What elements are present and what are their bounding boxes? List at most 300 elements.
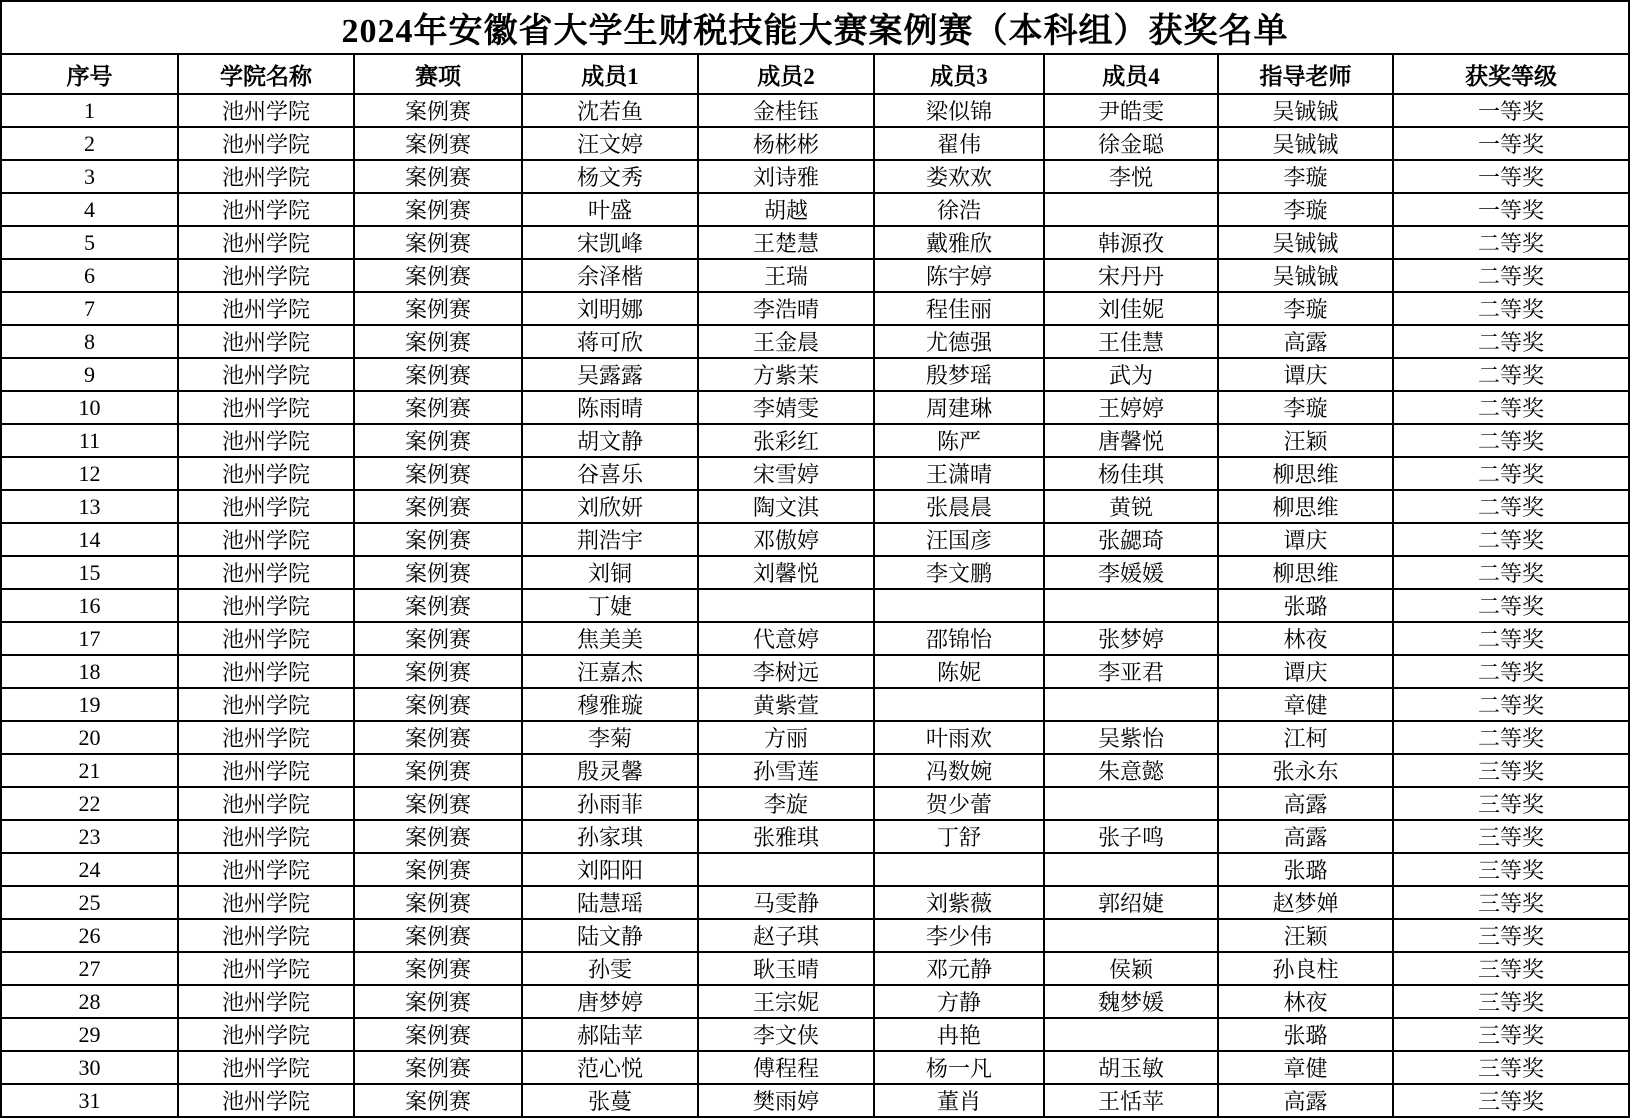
cell-teacher: 张璐 — [1218, 1018, 1393, 1051]
cell-teacher: 赵梦婵 — [1218, 886, 1393, 919]
cell-member2: 张彩红 — [698, 424, 874, 457]
table-row — [1, 589, 1629, 622]
cell-member4 — [1044, 919, 1218, 952]
cell-member2: 杨彬彬 — [698, 127, 874, 160]
cell-teacher: 张璐 — [1218, 853, 1393, 886]
cell-member1: 汪文婷 — [522, 127, 698, 160]
cell-member4: 侯颖 — [1044, 952, 1218, 985]
cell-member2: 王楚慧 — [698, 226, 874, 259]
cell-college: 池州学院 — [178, 325, 354, 358]
table-row — [1, 193, 1629, 226]
table-row — [1, 556, 1629, 589]
cell-member2: 樊雨婷 — [698, 1084, 874, 1117]
cell-award: 二等奖 — [1393, 259, 1629, 292]
cell-award: 三等奖 — [1393, 919, 1629, 952]
cell-no: 24 — [1, 853, 178, 886]
cell-college: 池州学院 — [178, 193, 354, 226]
cell-member4 — [1044, 688, 1218, 721]
cell-member4: 徐金聪 — [1044, 127, 1218, 160]
cell-member4 — [1044, 193, 1218, 226]
cell-member1: 刘欣妍 — [522, 490, 698, 523]
cell-event: 案例赛 — [354, 259, 522, 292]
cell-teacher: 李璇 — [1218, 193, 1393, 226]
cell-event: 案例赛 — [354, 523, 522, 556]
cell-member2: 傅程程 — [698, 1051, 874, 1084]
cell-member4: 宋丹丹 — [1044, 259, 1218, 292]
table-row — [1, 94, 1629, 127]
cell-member1: 李菊 — [522, 721, 698, 754]
cell-member4: 李亚君 — [1044, 655, 1218, 688]
header-row — [1, 54, 1629, 94]
cell-event: 案例赛 — [354, 787, 522, 820]
cell-no: 17 — [1, 622, 178, 655]
cell-member1: 余泽楷 — [522, 259, 698, 292]
cell-award: 三等奖 — [1393, 787, 1629, 820]
table-row — [1, 886, 1629, 919]
cell-member2: 刘馨悦 — [698, 556, 874, 589]
cell-teacher: 李璇 — [1218, 160, 1393, 193]
cell-award: 一等奖 — [1393, 94, 1629, 127]
cell-teacher: 张璐 — [1218, 589, 1393, 622]
cell-college: 池州学院 — [178, 127, 354, 160]
cell-teacher: 孙良柱 — [1218, 952, 1393, 985]
cell-event: 案例赛 — [354, 358, 522, 391]
cell-award: 三等奖 — [1393, 1018, 1629, 1051]
cell-award: 二等奖 — [1393, 424, 1629, 457]
table-row — [1, 226, 1629, 259]
cell-member1: 孙雯 — [522, 952, 698, 985]
cell-member3: 邓元静 — [874, 952, 1044, 985]
cell-teacher: 吴铖铖 — [1218, 259, 1393, 292]
cell-event: 案例赛 — [354, 1084, 522, 1117]
cell-event: 案例赛 — [354, 160, 522, 193]
cell-award: 三等奖 — [1393, 985, 1629, 1018]
cell-member4: 李媛媛 — [1044, 556, 1218, 589]
cell-no: 26 — [1, 919, 178, 952]
cell-no: 23 — [1, 820, 178, 853]
cell-event: 案例赛 — [354, 655, 522, 688]
cell-no: 5 — [1, 226, 178, 259]
cell-college: 池州学院 — [178, 523, 354, 556]
cell-member2: 代意婷 — [698, 622, 874, 655]
cell-member1: 范心悦 — [522, 1051, 698, 1084]
cell-member1: 吴露露 — [522, 358, 698, 391]
cell-event: 案例赛 — [354, 193, 522, 226]
cell-member4 — [1044, 1018, 1218, 1051]
cell-member3: 邵锦怡 — [874, 622, 1044, 655]
cell-no: 2 — [1, 127, 178, 160]
cell-teacher: 江柯 — [1218, 721, 1393, 754]
cell-award: 三等奖 — [1393, 1051, 1629, 1084]
cell-teacher: 高露 — [1218, 325, 1393, 358]
cell-member1: 陆慧瑶 — [522, 886, 698, 919]
cell-event: 案例赛 — [354, 952, 522, 985]
cell-member3: 李少伟 — [874, 919, 1044, 952]
cell-member2: 宋雪婷 — [698, 457, 874, 490]
cell-member3: 董肖 — [874, 1084, 1044, 1117]
cell-member1: 焦美美 — [522, 622, 698, 655]
cell-no: 9 — [1, 358, 178, 391]
cell-college: 池州学院 — [178, 226, 354, 259]
table-row — [1, 622, 1629, 655]
cell-award: 一等奖 — [1393, 193, 1629, 226]
cell-college: 池州学院 — [178, 259, 354, 292]
cell-member3 — [874, 688, 1044, 721]
cell-no: 16 — [1, 589, 178, 622]
cell-award: 二等奖 — [1393, 688, 1629, 721]
cell-teacher: 高露 — [1218, 820, 1393, 853]
cell-member1: 沈若鱼 — [522, 94, 698, 127]
cell-event: 案例赛 — [354, 688, 522, 721]
cell-member4: 胡玉敏 — [1044, 1051, 1218, 1084]
cell-member1: 张蔓 — [522, 1084, 698, 1117]
cell-member1: 殷灵馨 — [522, 754, 698, 787]
cell-no: 1 — [1, 94, 178, 127]
cell-member4: 王婷婷 — [1044, 391, 1218, 424]
table-row — [1, 952, 1629, 985]
cell-member2: 李浩晴 — [698, 292, 874, 325]
cell-award: 二等奖 — [1393, 490, 1629, 523]
cell-teacher: 张永东 — [1218, 754, 1393, 787]
cell-teacher: 高露 — [1218, 1084, 1393, 1117]
cell-event: 案例赛 — [354, 589, 522, 622]
table-row — [1, 358, 1629, 391]
cell-member3: 叶雨欢 — [874, 721, 1044, 754]
cell-teacher: 李璇 — [1218, 391, 1393, 424]
cell-teacher: 汪颖 — [1218, 919, 1393, 952]
table-row — [1, 688, 1629, 721]
cell-no: 18 — [1, 655, 178, 688]
column-header-member4: 成员4 — [1044, 54, 1218, 94]
cell-event: 案例赛 — [354, 820, 522, 853]
cell-no: 3 — [1, 160, 178, 193]
cell-member3: 陈妮 — [874, 655, 1044, 688]
cell-member2: 耿玉晴 — [698, 952, 874, 985]
table-row — [1, 391, 1629, 424]
cell-member1: 谷喜乐 — [522, 457, 698, 490]
cell-no: 11 — [1, 424, 178, 457]
cell-member4: 王佳慧 — [1044, 325, 1218, 358]
cell-member2: 王金晨 — [698, 325, 874, 358]
cell-award: 三等奖 — [1393, 754, 1629, 787]
cell-member1: 荆浩宇 — [522, 523, 698, 556]
cell-award: 二等奖 — [1393, 358, 1629, 391]
cell-no: 14 — [1, 523, 178, 556]
cell-award: 二等奖 — [1393, 457, 1629, 490]
cell-member1: 孙家琪 — [522, 820, 698, 853]
cell-no: 6 — [1, 259, 178, 292]
cell-college: 池州学院 — [178, 391, 354, 424]
cell-member2: 金桂钰 — [698, 94, 874, 127]
cell-member4: 张梦婷 — [1044, 622, 1218, 655]
cell-college: 池州学院 — [178, 424, 354, 457]
cell-no: 21 — [1, 754, 178, 787]
cell-member1: 陈雨晴 — [522, 391, 698, 424]
cell-member3: 王潇晴 — [874, 457, 1044, 490]
cell-teacher: 汪颖 — [1218, 424, 1393, 457]
cell-award: 二等奖 — [1393, 226, 1629, 259]
cell-member3: 杨一凡 — [874, 1051, 1044, 1084]
cell-member1: 宋凯峰 — [522, 226, 698, 259]
cell-college: 池州学院 — [178, 160, 354, 193]
cell-teacher: 吴铖铖 — [1218, 94, 1393, 127]
cell-no: 20 — [1, 721, 178, 754]
cell-member4: 尹皓雯 — [1044, 94, 1218, 127]
cell-member1: 郝陆苹 — [522, 1018, 698, 1051]
table-row — [1, 325, 1629, 358]
column-header-teacher: 指导老师 — [1218, 54, 1393, 94]
cell-member4: 张子鸣 — [1044, 820, 1218, 853]
cell-teacher: 谭庆 — [1218, 358, 1393, 391]
cell-member3: 娄欢欢 — [874, 160, 1044, 193]
cell-award: 二等奖 — [1393, 655, 1629, 688]
cell-member4: 刘佳妮 — [1044, 292, 1218, 325]
column-header-event: 赛项 — [354, 54, 522, 94]
cell-member3: 周建琳 — [874, 391, 1044, 424]
cell-no: 27 — [1, 952, 178, 985]
table-row — [1, 259, 1629, 292]
cell-teacher: 谭庆 — [1218, 655, 1393, 688]
table-row — [1, 655, 1629, 688]
cell-member1: 穆雅璇 — [522, 688, 698, 721]
cell-award: 一等奖 — [1393, 127, 1629, 160]
cell-no: 12 — [1, 457, 178, 490]
table-row — [1, 853, 1629, 886]
cell-member2: 李婧雯 — [698, 391, 874, 424]
cell-teacher: 柳思维 — [1218, 457, 1393, 490]
cell-member4: 吴紫怡 — [1044, 721, 1218, 754]
cell-college: 池州学院 — [178, 688, 354, 721]
cell-college: 池州学院 — [178, 457, 354, 490]
cell-event: 案例赛 — [354, 1018, 522, 1051]
cell-teacher: 柳思维 — [1218, 556, 1393, 589]
cell-member3: 冉艳 — [874, 1018, 1044, 1051]
cell-college: 池州学院 — [178, 94, 354, 127]
cell-event: 案例赛 — [354, 424, 522, 457]
table-row — [1, 1018, 1629, 1051]
cell-event: 案例赛 — [354, 127, 522, 160]
table-row — [1, 457, 1629, 490]
cell-event: 案例赛 — [354, 325, 522, 358]
cell-member3: 汪国彦 — [874, 523, 1044, 556]
cell-college: 池州学院 — [178, 952, 354, 985]
cell-member3: 程佳丽 — [874, 292, 1044, 325]
cell-event: 案例赛 — [354, 754, 522, 787]
cell-college: 池州学院 — [178, 1084, 354, 1117]
cell-college: 池州学院 — [178, 754, 354, 787]
cell-member2: 方紫茉 — [698, 358, 874, 391]
cell-member2: 王瑞 — [698, 259, 874, 292]
cell-member4: 黄锐 — [1044, 490, 1218, 523]
cell-college: 池州学院 — [178, 655, 354, 688]
cell-no: 31 — [1, 1084, 178, 1117]
cell-member4: 王恬苹 — [1044, 1084, 1218, 1117]
cell-member2: 赵子琪 — [698, 919, 874, 952]
table-row — [1, 490, 1629, 523]
cell-college: 池州学院 — [178, 1051, 354, 1084]
cell-member3: 贺少蕾 — [874, 787, 1044, 820]
cell-event: 案例赛 — [354, 457, 522, 490]
cell-member3 — [874, 589, 1044, 622]
table-row — [1, 754, 1629, 787]
cell-member2 — [698, 853, 874, 886]
cell-teacher: 林夜 — [1218, 985, 1393, 1018]
cell-member4: 唐馨悦 — [1044, 424, 1218, 457]
cell-teacher: 吴铖铖 — [1218, 127, 1393, 160]
cell-no: 22 — [1, 787, 178, 820]
cell-member1: 蒋可欣 — [522, 325, 698, 358]
cell-member4: 李悦 — [1044, 160, 1218, 193]
cell-member2: 黄紫萱 — [698, 688, 874, 721]
cell-college: 池州学院 — [178, 1018, 354, 1051]
table-row — [1, 820, 1629, 853]
cell-award: 三等奖 — [1393, 853, 1629, 886]
cell-teacher: 章健 — [1218, 1051, 1393, 1084]
table-row — [1, 1051, 1629, 1084]
cell-college: 池州学院 — [178, 622, 354, 655]
cell-no: 29 — [1, 1018, 178, 1051]
table-row — [1, 127, 1629, 160]
cell-member3: 梁似锦 — [874, 94, 1044, 127]
cell-event: 案例赛 — [354, 490, 522, 523]
cell-member4: 杨佳琪 — [1044, 457, 1218, 490]
cell-member2: 陶文淇 — [698, 490, 874, 523]
table-row — [1, 787, 1629, 820]
cell-college: 池州学院 — [178, 556, 354, 589]
cell-member2: 邓傲婷 — [698, 523, 874, 556]
cell-member3: 冯数婉 — [874, 754, 1044, 787]
cell-no: 4 — [1, 193, 178, 226]
column-header-member2: 成员2 — [698, 54, 874, 94]
cell-no: 30 — [1, 1051, 178, 1084]
cell-member2: 王宗妮 — [698, 985, 874, 1018]
cell-award: 二等奖 — [1393, 292, 1629, 325]
cell-college: 池州学院 — [178, 919, 354, 952]
cell-member1: 刘明娜 — [522, 292, 698, 325]
cell-event: 案例赛 — [354, 886, 522, 919]
cell-event: 案例赛 — [354, 292, 522, 325]
cell-event: 案例赛 — [354, 622, 522, 655]
cell-no: 10 — [1, 391, 178, 424]
table-row — [1, 160, 1629, 193]
cell-member3: 张晨晨 — [874, 490, 1044, 523]
cell-member1: 刘阳阳 — [522, 853, 698, 886]
cell-teacher: 李璇 — [1218, 292, 1393, 325]
cell-member1: 杨文秀 — [522, 160, 698, 193]
table-row — [1, 523, 1629, 556]
column-header-member1: 成员1 — [522, 54, 698, 94]
cell-no: 7 — [1, 292, 178, 325]
cell-member3: 尤德强 — [874, 325, 1044, 358]
cell-no: 8 — [1, 325, 178, 358]
cell-college: 池州学院 — [178, 787, 354, 820]
cell-college: 池州学院 — [178, 985, 354, 1018]
table-row — [1, 1084, 1629, 1117]
cell-member3: 李文鹏 — [874, 556, 1044, 589]
cell-no: 25 — [1, 886, 178, 919]
cell-member3: 戴雅欣 — [874, 226, 1044, 259]
cell-teacher: 章健 — [1218, 688, 1393, 721]
cell-member3: 陈严 — [874, 424, 1044, 457]
cell-award: 二等奖 — [1393, 523, 1629, 556]
cell-member2: 张雅琪 — [698, 820, 874, 853]
table-row — [1, 424, 1629, 457]
cell-no: 28 — [1, 985, 178, 1018]
cell-award: 二等奖 — [1393, 622, 1629, 655]
cell-award: 二等奖 — [1393, 325, 1629, 358]
cell-event: 案例赛 — [354, 391, 522, 424]
cell-member3: 殷梦瑶 — [874, 358, 1044, 391]
cell-member1: 胡文静 — [522, 424, 698, 457]
table-row — [1, 721, 1629, 754]
cell-event: 案例赛 — [354, 1051, 522, 1084]
page-title: 2024年安徽省大学生财税技能大赛案例赛（本科组）获奖名单 — [1, 1, 1629, 54]
table-row — [1, 919, 1629, 952]
cell-member4: 郭绍婕 — [1044, 886, 1218, 919]
cell-event: 案例赛 — [354, 853, 522, 886]
cell-member3: 陈宇婷 — [874, 259, 1044, 292]
cell-member1: 丁婕 — [522, 589, 698, 622]
cell-event: 案例赛 — [354, 919, 522, 952]
cell-member2: 李文侠 — [698, 1018, 874, 1051]
cell-member4: 魏梦媛 — [1044, 985, 1218, 1018]
cell-member4 — [1044, 853, 1218, 886]
cell-member3: 刘紫薇 — [874, 886, 1044, 919]
cell-award: 三等奖 — [1393, 886, 1629, 919]
cell-member3: 方静 — [874, 985, 1044, 1018]
cell-member4 — [1044, 589, 1218, 622]
cell-college: 池州学院 — [178, 358, 354, 391]
cell-award: 三等奖 — [1393, 1084, 1629, 1117]
cell-member4: 张勰琦 — [1044, 523, 1218, 556]
cell-member1: 唐梦婷 — [522, 985, 698, 1018]
cell-member2: 孙雪莲 — [698, 754, 874, 787]
cell-college: 池州学院 — [178, 886, 354, 919]
table-body — [1, 94, 1629, 1117]
cell-member2: 李旋 — [698, 787, 874, 820]
cell-college: 池州学院 — [178, 490, 354, 523]
cell-member1: 叶盛 — [522, 193, 698, 226]
cell-event: 案例赛 — [354, 94, 522, 127]
cell-award: 二等奖 — [1393, 391, 1629, 424]
cell-member3: 翟伟 — [874, 127, 1044, 160]
cell-member4: 韩源孜 — [1044, 226, 1218, 259]
cell-member3: 丁舒 — [874, 820, 1044, 853]
cell-event: 案例赛 — [354, 556, 522, 589]
table-row — [1, 292, 1629, 325]
cell-member2: 方丽 — [698, 721, 874, 754]
cell-member4: 朱意懿 — [1044, 754, 1218, 787]
cell-college: 池州学院 — [178, 589, 354, 622]
cell-member4 — [1044, 787, 1218, 820]
cell-no: 13 — [1, 490, 178, 523]
column-header-award: 获奖等级 — [1393, 54, 1629, 94]
column-header-no: 序号 — [1, 54, 178, 94]
cell-member4: 武为 — [1044, 358, 1218, 391]
cell-award: 二等奖 — [1393, 721, 1629, 754]
cell-award: 二等奖 — [1393, 589, 1629, 622]
column-header-college: 学院名称 — [178, 54, 354, 94]
title-row — [1, 1, 1629, 54]
cell-award: 三等奖 — [1393, 952, 1629, 985]
cell-teacher: 高露 — [1218, 787, 1393, 820]
cell-award: 二等奖 — [1393, 556, 1629, 589]
cell-college: 池州学院 — [178, 721, 354, 754]
cell-award: 三等奖 — [1393, 820, 1629, 853]
cell-award: 一等奖 — [1393, 160, 1629, 193]
cell-college: 池州学院 — [178, 853, 354, 886]
cell-event: 案例赛 — [354, 985, 522, 1018]
